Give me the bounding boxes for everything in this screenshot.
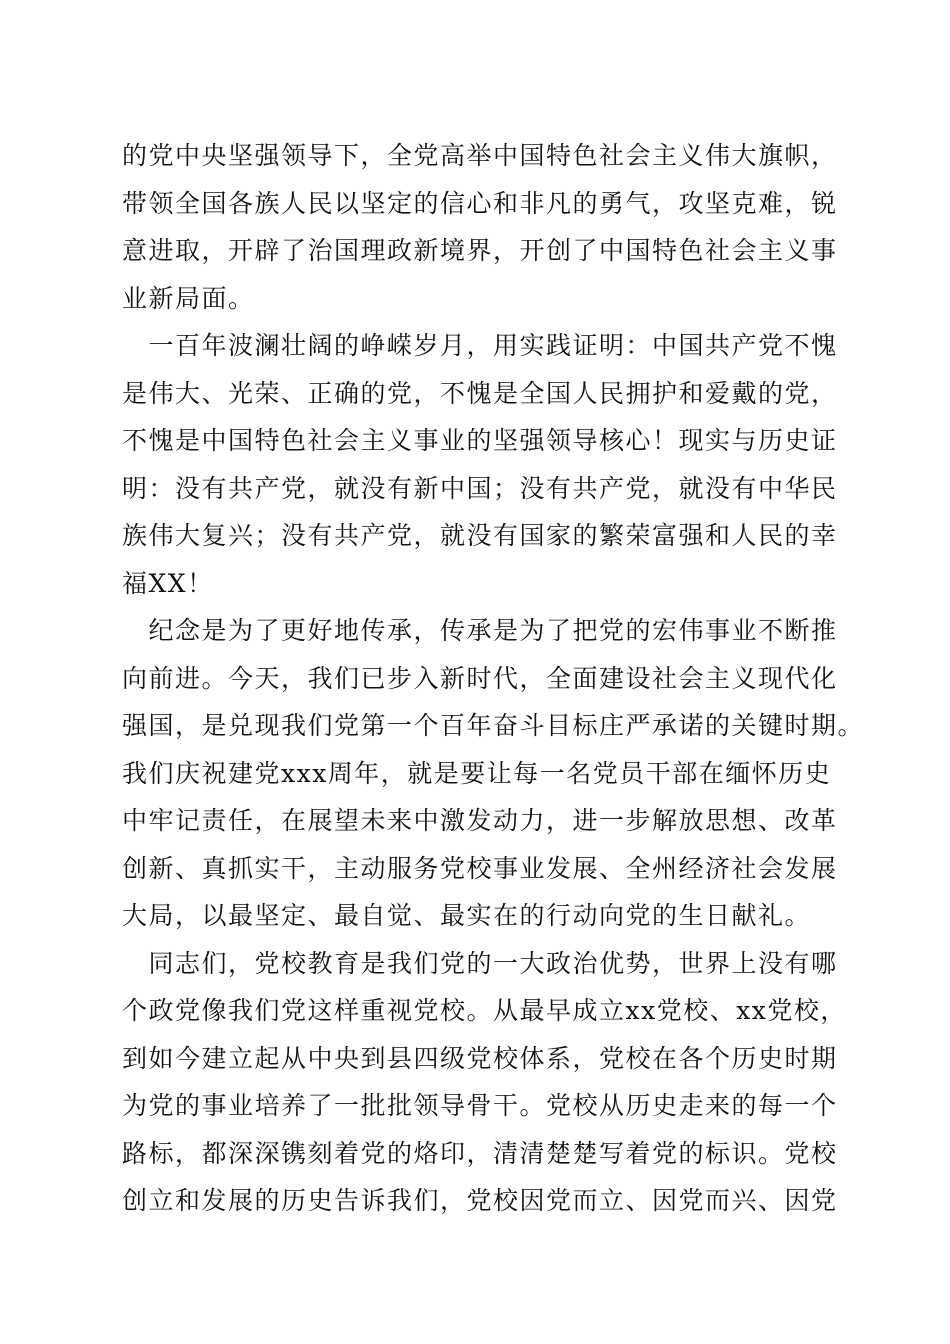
text-line: 路标，都深深镌刻着党的烙印，清清楚楚写着党的标识。党校 — [122, 1138, 838, 1168]
text-line: 是伟大、光荣、正确的党，不愧是全国人民拥护和爱戴的党， — [122, 378, 838, 408]
text-line: 一百年波澜壮阔的峥嵘岁月，用实践证明：中国共产党不愧 — [122, 331, 838, 360]
text-line: 同志们，党校教育是我们党的一大政治优势，世界上没有哪 — [122, 948, 838, 978]
text-line: 福XX！ — [122, 568, 214, 598]
text-line: 大局，以最坚定、最自觉、最实在的行动向党的生日献礼。 — [122, 901, 812, 930]
text-line: 我们庆祝建党xxx周年，就是要让每一名党员干部在缅怀历史 — [122, 758, 832, 788]
text-line: 创新、真抓实干，主动服务党校事业发展、全州经济社会发展 — [122, 853, 838, 883]
text-line: 中牢记责任，在展望未来中激发动力，进一步解放思想、改革 — [122, 806, 838, 835]
text-line: 明：没有共产党，就没有新中国；没有共产党，就没有中华民 — [122, 473, 838, 503]
text-line: 纪念是为了更好地传承，传承是为了把党的宏伟事业不断推 — [122, 616, 838, 645]
text-line: 族伟大复兴；没有共产党，就没有国家的繁荣富强和人民的幸 — [122, 521, 838, 550]
text-line: 创立和发展的历史告诉我们，党校因党而立、因党而兴、因党 — [122, 1186, 838, 1215]
text-line: 向前进。今天，我们已步入新时代，全面建设社会主义现代化 — [122, 663, 838, 693]
text-line: 带领全国各族人民以坚定的信心和非凡的勇气，攻坚克难，锐 — [122, 188, 838, 218]
text-line: 到如今建立起从中央到县四级党校体系，党校在各个历史时期 — [122, 1043, 838, 1073]
text-line: 的党中央坚强领导下，全党高举中国特色社会主义伟大旗帜， — [122, 141, 838, 170]
text-line: 个政党像我们党这样重视党校。从最早成立xx党校、xx党校， — [122, 996, 847, 1025]
text-line: 为党的事业培养了一批批领导骨干。党校从历史走来的每一个 — [122, 1091, 838, 1120]
text-line: 不愧是中国特色社会主义事业的坚强领导核心！现实与历史证 — [122, 426, 838, 455]
body-text — [122, 132, 865, 1225]
text-line: 业新局面。 — [122, 283, 255, 313]
text-line: 强国，是兑现我们党第一个百年奋斗目标庄严承诺的关键时期。 — [122, 711, 865, 740]
text-line: 意进取，开辟了治国理政新境界，开创了中国特色社会主义事 — [122, 236, 838, 265]
